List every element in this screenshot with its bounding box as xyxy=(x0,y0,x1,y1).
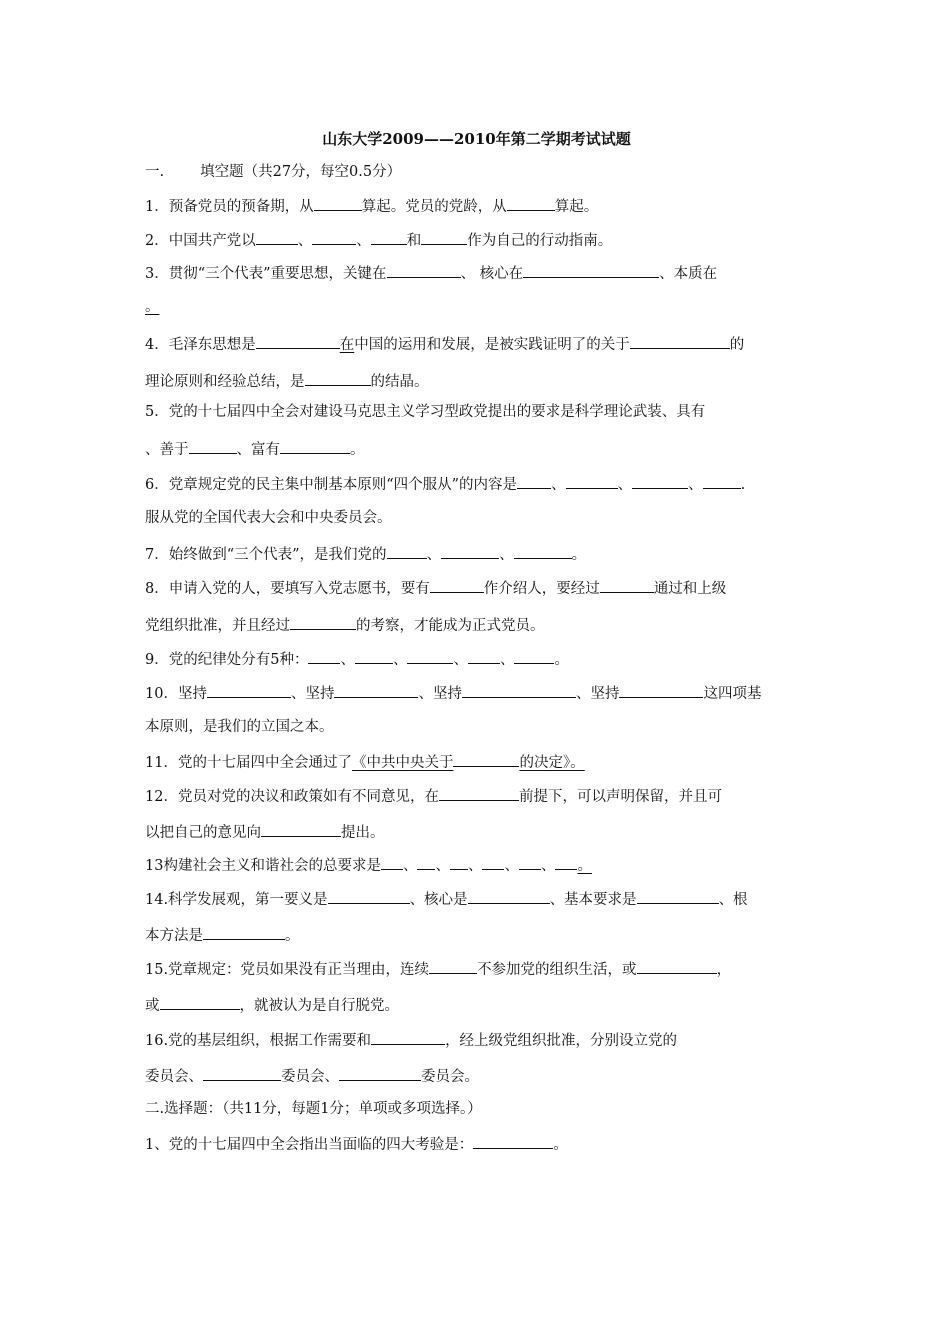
choice-question-1: 1、党的十七届四中全会指出当面临的四大考验是： 。 xyxy=(145,1133,568,1155)
blank[interactable] xyxy=(421,229,467,245)
blank[interactable] xyxy=(468,648,500,664)
question-1: 1．预备党员的预备期，从 算起。党员的党龄，从 算起。 xyxy=(145,195,598,217)
question-5-cont: 、善于 、富有 。 xyxy=(145,438,365,460)
question-14: 14.科学发展观，第一要义是 、核心是 、基本要求是 、根 xyxy=(145,888,748,910)
blank[interactable] xyxy=(203,1065,281,1081)
question-4: 4．毛泽东思想是 在中国的运用和发展，是被实践证明了的关于 的 xyxy=(145,333,744,355)
blank[interactable] xyxy=(312,229,356,245)
blank[interactable] xyxy=(207,682,291,698)
blank[interactable] xyxy=(441,543,499,559)
blank[interactable] xyxy=(189,438,237,454)
blank[interactable] xyxy=(619,682,703,698)
blank[interactable] xyxy=(355,648,393,664)
blank[interactable] xyxy=(290,614,356,630)
blank[interactable] xyxy=(407,648,453,664)
blank[interactable] xyxy=(473,1133,553,1149)
blank[interactable] xyxy=(600,577,654,593)
blank[interactable] xyxy=(566,473,618,489)
blank[interactable] xyxy=(203,924,285,940)
question-12-cont: 以把自己的意见向 提出。 xyxy=(145,821,385,843)
question-3: 3．贯彻“三个代表”重要思想，关键在 、 核心在 、本质在 xyxy=(145,262,717,284)
question-15: 15.党章规定：党员如果没有正当理由，连续 不参加党的组织生活，或 ， xyxy=(145,958,731,980)
question-7: 7．始终做到“三个代表”，是我们党的 、 、 。 xyxy=(145,543,586,565)
question-13: 13构建社会主义和谐社会的总要求是 、 、 、 、 、 。 xyxy=(145,854,592,876)
blank[interactable] xyxy=(632,473,688,489)
blank[interactable] xyxy=(637,888,719,904)
question-12: 12．党员对党的决议和政策如有不同意见，在 前提下，可以声明保留，并且可 xyxy=(145,785,722,807)
blank[interactable] xyxy=(387,262,461,278)
blank[interactable] xyxy=(334,682,418,698)
blank[interactable] xyxy=(453,751,519,767)
exam-page xyxy=(145,124,808,1153)
blank[interactable] xyxy=(417,854,435,870)
question-11: 11．党的十七届四中全会通过了《中共中央关于 的决定》。 xyxy=(145,751,585,773)
blank[interactable] xyxy=(450,854,468,870)
question-6-cont: 服从党的全国代表大会和中央委员会。 xyxy=(145,510,392,526)
question-5: 5．党的十七届四中全会对建设马克思主义学习型政党提出的要求是科学理论武装、具有 xyxy=(145,404,706,420)
question-14-cont: 本方法是 。 xyxy=(145,924,300,946)
question-15-cont: 或 ，就被认为是自行脱党。 xyxy=(145,994,399,1016)
blank[interactable] xyxy=(429,958,477,974)
blank[interactable] xyxy=(371,1029,445,1045)
question-8-cont: 党组织批准，并且经过 的考察，才能成为正式党员。 xyxy=(145,614,545,636)
exam-title: 山东大学2009——2010年第二学期考试试题 xyxy=(322,130,631,148)
section-2-heading: 二.选择题：（共11分，每题1分；单项或多项选择。） xyxy=(145,1101,482,1117)
blank[interactable] xyxy=(637,958,717,974)
question-4-cont: 理论原则和经验总结，是 的结晶。 xyxy=(145,370,429,392)
blank[interactable] xyxy=(519,854,541,870)
blank[interactable] xyxy=(462,682,576,698)
section-title: 填空题（共27分，每空0.5分） xyxy=(200,164,402,180)
question-9: 9．党的纪律处分有5种： 、 、 、 、 。 xyxy=(145,648,569,670)
blank[interactable] xyxy=(314,195,362,211)
blank[interactable] xyxy=(517,473,551,489)
blank[interactable] xyxy=(439,785,519,801)
blank[interactable] xyxy=(256,229,298,245)
blank[interactable] xyxy=(430,577,484,593)
blank[interactable] xyxy=(371,229,407,245)
question-10-cont: 本原则，是我们的立国之本。 xyxy=(145,719,334,735)
blank[interactable] xyxy=(160,994,240,1010)
blank[interactable] xyxy=(381,854,403,870)
blank[interactable] xyxy=(339,1065,421,1081)
question-10: 10．坚持 、坚持 、坚持 、坚持 这四项基 xyxy=(145,682,761,704)
question-16: 16.党的基层组织，根据工作需要和 ，经上级党组织批准，分别设立党的 xyxy=(145,1029,677,1051)
blank[interactable] xyxy=(523,262,659,278)
blank[interactable] xyxy=(308,648,340,664)
blank[interactable] xyxy=(482,854,504,870)
blank[interactable] xyxy=(305,370,371,386)
blank[interactable] xyxy=(328,888,410,904)
question-16-cont: 委员会、 委员会、 委员会。 xyxy=(145,1065,479,1087)
question-2: 2．中国共产党以 、 、 和 作为自己的行动指南。 xyxy=(145,229,612,251)
blank[interactable] xyxy=(507,195,555,211)
blank[interactable] xyxy=(555,854,577,870)
section-1-heading xyxy=(145,162,401,182)
question-8: 8．申请入党的人，要填写入党志愿书，要有 作介绍人，要经过 通过和上级 xyxy=(145,577,726,599)
question-6: 6．党章规定党的民主集中制基本原则“四个服从”的内容是 、 、 、 . xyxy=(145,473,745,495)
blank[interactable] xyxy=(387,543,427,559)
blank[interactable] xyxy=(703,473,741,489)
blank[interactable] xyxy=(468,888,550,904)
question-3-cont: 。 xyxy=(145,299,160,315)
blank[interactable] xyxy=(256,333,340,349)
blank[interactable] xyxy=(514,543,572,559)
blank[interactable] xyxy=(261,821,341,837)
blank[interactable] xyxy=(280,438,350,454)
section-number: 一. xyxy=(145,164,165,180)
blank[interactable] xyxy=(514,648,554,664)
blank[interactable] xyxy=(630,333,730,349)
